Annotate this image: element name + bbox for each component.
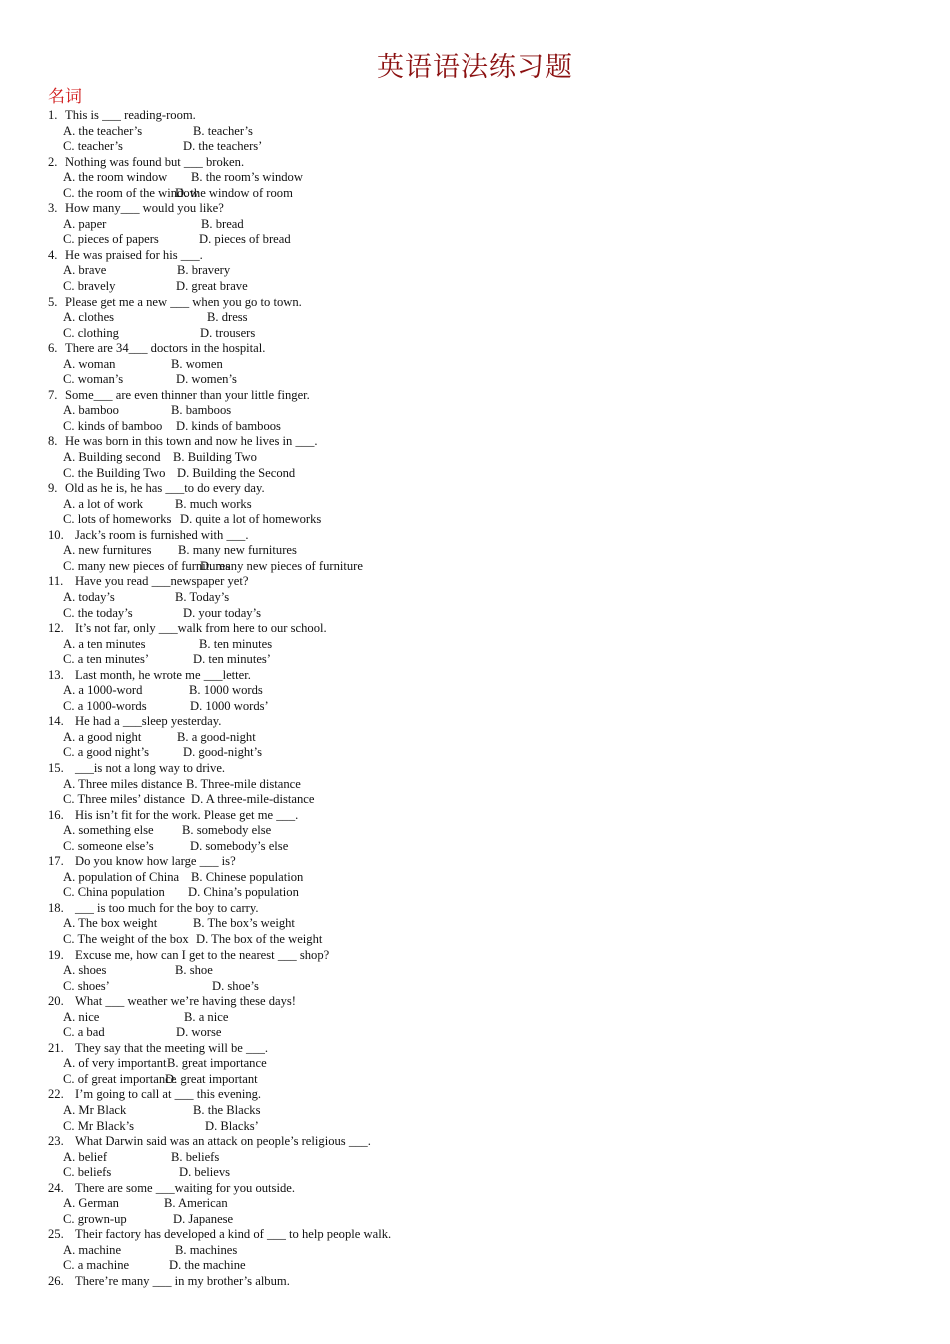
question-stem: [48, 1134, 928, 1150]
option-row: [48, 1072, 928, 1088]
option-b: B. much works: [175, 496, 252, 511]
option-a: A. the teacher’s: [63, 123, 143, 138]
option-row: [48, 403, 928, 419]
option-b: B. ten minutes: [199, 636, 273, 651]
option-b: B. a good-night: [177, 729, 256, 744]
option-a: A. new furnitures: [63, 543, 152, 558]
question-stem: [48, 1227, 928, 1243]
question-stem: [48, 901, 928, 917]
option-c: C. someone else’s: [63, 838, 154, 853]
question-stem: [48, 1274, 928, 1290]
question-list: [48, 108, 928, 1290]
option-row: [48, 543, 928, 559]
option-d: D. somebody’s else: [190, 838, 289, 853]
option-d: D. The box of the weight: [196, 931, 323, 946]
question-item: [48, 668, 928, 715]
option-d: D. Blacks’: [205, 1118, 259, 1133]
option-b: B. dress: [207, 310, 248, 325]
question-text: It’s not far, only ___walk from here to our school.: [75, 621, 327, 636]
question-item: [48, 434, 928, 481]
question-item: [48, 481, 928, 528]
question-text: Please get me a new ___ when you go to town.: [65, 294, 302, 309]
question-item: [48, 1087, 928, 1134]
option-a: A. bamboo: [63, 403, 119, 418]
option-a: A. shoes: [63, 963, 107, 978]
question-item: [48, 621, 928, 668]
question-item: [48, 341, 928, 388]
option-row: [48, 606, 928, 622]
question-stem: [48, 1087, 928, 1103]
question-number: 14.: [48, 714, 64, 729]
option-b: B. the Blacks: [193, 1103, 261, 1117]
option-row: [48, 1258, 928, 1274]
option-row: [48, 326, 928, 342]
question-text: This is ___ reading-room.: [65, 108, 196, 122]
question-stem: [48, 434, 928, 450]
option-row: [48, 419, 928, 435]
option-b: B. machines: [175, 1242, 238, 1257]
option-b: B. Three-mile distance: [186, 776, 301, 791]
question-number: 21.: [48, 1040, 64, 1055]
question-number: 16.: [48, 807, 64, 822]
question-stem: [48, 994, 928, 1010]
option-d: D. women’s: [176, 372, 237, 387]
option-d: D. Building the Second: [177, 465, 296, 480]
option-a: A. population of China: [63, 869, 180, 884]
option-row: [48, 885, 928, 901]
question-stem: [48, 108, 928, 124]
option-row: [48, 916, 928, 932]
question-item: [48, 201, 928, 248]
option-c: C. The weight of the box: [63, 931, 189, 946]
question-text: Some___ are even thinner than your little finger.: [65, 387, 310, 402]
option-row: [48, 1243, 928, 1259]
option-a: A. a good night: [63, 729, 142, 744]
option-c: C. grown-up: [63, 1211, 127, 1226]
option-a: A. German: [63, 1196, 119, 1211]
option-c: C. teacher’s: [63, 139, 123, 154]
option-row: [48, 170, 928, 186]
question-stem: [48, 714, 928, 730]
option-row: [48, 450, 928, 466]
option-a: A. a ten minutes: [63, 636, 146, 651]
option-b: B. Building Two: [173, 450, 257, 465]
option-row: [48, 963, 928, 979]
option-row: [48, 839, 928, 855]
option-c: C. a machine: [63, 1258, 130, 1273]
question-number: 12.: [48, 621, 64, 636]
question-item: [48, 1041, 928, 1088]
option-row: [48, 652, 928, 668]
question-number: 5.: [48, 294, 58, 309]
option-b: B. bamboos: [171, 403, 232, 418]
option-row: [48, 124, 928, 140]
section-heading: 名词: [48, 87, 82, 107]
question-text: Have you read ___newspaper yet?: [75, 574, 249, 589]
option-d: D. great important: [165, 1071, 258, 1086]
question-stem: [48, 155, 928, 171]
option-d: D. shoe’s: [212, 978, 259, 993]
option-d: D. the teachers’: [183, 139, 263, 154]
option-d: D. worse: [176, 1025, 222, 1040]
question-item: [48, 1181, 928, 1228]
option-d: D. pieces of bread: [199, 232, 291, 247]
question-stem: [48, 1181, 928, 1197]
option-b: B. beliefs: [171, 1149, 220, 1164]
question-number: 15.: [48, 760, 64, 775]
option-d: D. kinds of bamboos: [176, 418, 281, 433]
option-row: [48, 139, 928, 155]
option-c: C. woman’s: [63, 372, 124, 387]
option-b: B. somebody else: [182, 823, 272, 838]
question-item: [48, 155, 928, 202]
option-b: B. Chinese population: [191, 869, 304, 884]
question-text: His isn’t fit for the work. Please get me ___.: [75, 807, 299, 822]
option-d: D. China’s population: [188, 885, 299, 900]
question-item: [48, 761, 928, 808]
option-d: D. your today’s: [183, 605, 262, 620]
question-text: Old as he is, he has ___to do every day.: [65, 481, 265, 496]
option-d: D. A three-mile-distance: [191, 792, 315, 807]
option-row: [48, 1212, 928, 1228]
question-stem: [48, 248, 928, 264]
option-c: C. beliefs: [63, 1165, 112, 1180]
question-number: 7.: [48, 387, 58, 402]
question-item: [48, 574, 928, 621]
option-row: [48, 699, 928, 715]
question-item: [48, 808, 928, 855]
option-c: C. Three miles’ distance: [63, 792, 185, 807]
option-a: A. of very important: [63, 1056, 167, 1071]
option-d: D. trousers: [200, 325, 256, 340]
question-number: 9.: [48, 481, 58, 496]
question-text: I’m going to call at ___ this evening.: [75, 1087, 262, 1102]
option-b: B. bravery: [177, 263, 231, 278]
option-c: C. the today’s: [63, 605, 133, 620]
question-text: ___ is too much for the boy to carry.: [75, 900, 259, 915]
option-row: [48, 186, 928, 202]
question-stem: [48, 761, 928, 777]
question-item: [48, 295, 928, 342]
option-c: C. kinds of bamboo: [63, 418, 163, 433]
question-text: He was born in this town and now he lives in ___.: [65, 434, 318, 449]
option-row: [48, 745, 928, 761]
option-c: C. many new pieces of furnitures: [63, 558, 231, 573]
option-a: A. clothes: [63, 310, 115, 325]
question-number: 11.: [48, 574, 64, 589]
option-b: B. Today’s: [175, 589, 230, 604]
option-b: B. great importance: [167, 1056, 267, 1071]
question-number: 6.: [48, 341, 58, 356]
option-a: A. today’s: [63, 589, 115, 604]
option-row: [48, 1119, 928, 1135]
question-text: He was praised for his ___.: [65, 247, 203, 262]
question-item: [48, 948, 928, 995]
question-number: 17.: [48, 854, 64, 869]
option-row: [48, 1103, 928, 1119]
option-row: [48, 232, 928, 248]
question-stem: [48, 1041, 928, 1057]
option-row: [48, 792, 928, 808]
option-b: B. 1000 words: [189, 683, 263, 698]
option-c: C. lots of homeworks: [63, 512, 172, 527]
option-a: A. the room window: [63, 170, 168, 185]
option-c: C. a ten minutes’: [63, 652, 150, 667]
question-stem: [48, 574, 928, 590]
option-row: [48, 466, 928, 482]
option-b: B. American: [164, 1196, 228, 1211]
option-row: [48, 310, 928, 326]
option-row: [48, 1010, 928, 1026]
option-b: B. shoe: [175, 963, 213, 978]
option-a: A. woman: [63, 356, 116, 371]
question-stem: [48, 341, 928, 357]
question-number: 13.: [48, 667, 64, 682]
question-item: [48, 714, 928, 761]
question-number: 3.: [48, 201, 58, 216]
option-row: [48, 1056, 928, 1072]
option-a: A. nice: [63, 1009, 100, 1024]
question-number: 10.: [48, 527, 64, 542]
question-number: 26.: [48, 1274, 64, 1289]
option-a: A. belief: [63, 1149, 108, 1164]
option-d: D. great brave: [176, 279, 248, 294]
option-d: D. believs: [179, 1165, 231, 1180]
question-number: 24.: [48, 1180, 64, 1195]
option-row: [48, 372, 928, 388]
question-stem: [48, 201, 928, 217]
question-text: He had a ___sleep yesterday.: [75, 714, 222, 729]
option-c: C. a bad: [63, 1025, 105, 1040]
option-row: [48, 730, 928, 746]
question-number: 8.: [48, 434, 58, 449]
option-row: [48, 497, 928, 513]
option-row: [48, 932, 928, 948]
question-text: Excuse me, how can I get to the nearest ___ shop?: [75, 947, 330, 962]
option-c: C. bravely: [63, 279, 116, 294]
option-d: D. the machine: [169, 1258, 246, 1273]
option-a: A. paper: [63, 216, 107, 231]
question-number: 25.: [48, 1227, 64, 1242]
option-row: [48, 357, 928, 373]
option-c: C. the room of the window: [63, 185, 199, 200]
question-number: 1.: [48, 108, 58, 122]
question-text: They say that the meeting will be ___.: [75, 1040, 269, 1055]
option-c: C. a good night’s: [63, 745, 150, 760]
option-a: A. a lot of work: [63, 496, 144, 511]
question-item: [48, 388, 928, 435]
option-c: C. of great importance: [63, 1071, 177, 1086]
question-item: [48, 108, 928, 155]
option-a: A. Mr Black: [63, 1103, 127, 1117]
question-text: How many___ would you like?: [65, 201, 224, 216]
option-d: D. 1000 words’: [190, 698, 269, 713]
option-a: A. The box weight: [63, 916, 158, 931]
option-c: C. shoes’: [63, 978, 110, 993]
option-row: [48, 1196, 928, 1212]
option-a: A. something else: [63, 823, 154, 838]
option-d: D. quite a lot of homeworks: [180, 512, 322, 527]
question-text: Last month, he wrote me ___letter.: [75, 667, 251, 682]
question-stem: [48, 528, 928, 544]
option-d: D. the window of room: [175, 185, 293, 200]
question-stem: [48, 668, 928, 684]
question-item: [48, 248, 928, 295]
question-text: Do you know how large ___ is?: [75, 854, 236, 869]
option-a: A. Building second: [63, 450, 161, 465]
option-row: [48, 1150, 928, 1166]
question-number: 18.: [48, 900, 64, 915]
option-row: [48, 279, 928, 295]
question-stem: [48, 295, 928, 311]
question-number: 22.: [48, 1087, 64, 1102]
question-text: There are some ___waiting for you outside.: [75, 1180, 295, 1195]
option-row: [48, 979, 928, 995]
option-d: D. good-night’s: [183, 745, 263, 760]
option-d: D. ten minutes’: [193, 652, 271, 667]
option-row: [48, 823, 928, 839]
question-item: [48, 1274, 928, 1290]
question-stem: [48, 621, 928, 637]
question-stem: [48, 481, 928, 497]
question-text: There’re many ___ in my brother’s album.: [75, 1274, 290, 1289]
option-c: C. clothing: [63, 325, 119, 340]
page-title: 英语语法练习题: [377, 52, 573, 83]
option-d: D. many new pieces of furniture: [200, 558, 363, 573]
option-row: [48, 559, 928, 575]
option-b: B. many new furnitures: [178, 543, 297, 558]
question-stem: [48, 808, 928, 824]
question-item: [48, 901, 928, 948]
option-a: A. a 1000-word: [63, 683, 143, 698]
option-b: B. teacher’s: [193, 123, 253, 138]
option-row: [48, 870, 928, 886]
question-stem: [48, 388, 928, 404]
option-c: C. a 1000-words: [63, 698, 147, 713]
question-text: There are 34___ doctors in the hospital.: [65, 341, 266, 356]
question-number: 20.: [48, 994, 64, 1009]
question-stem: [48, 948, 928, 964]
option-a: A. brave: [63, 263, 107, 278]
option-c: C. pieces of papers: [63, 232, 159, 247]
option-row: [48, 512, 928, 528]
option-d: D. Japanese: [173, 1211, 234, 1226]
option-c: C. Mr Black’s: [63, 1118, 135, 1133]
question-text: Jack’s room is furnished with ___.: [75, 527, 249, 542]
option-c: C. the Building Two: [63, 465, 166, 480]
question-item: [48, 854, 928, 901]
question-text: ___is not a long way to drive.: [75, 760, 226, 775]
question-text: What Darwin said was an attack on people’s religious ___.: [75, 1134, 371, 1149]
option-b: B. women: [171, 356, 223, 371]
option-a: A. machine: [63, 1242, 122, 1257]
question-text: Nothing was found but ___ broken.: [65, 154, 245, 169]
option-row: [48, 1165, 928, 1181]
question-number: 19.: [48, 947, 64, 962]
option-row: [48, 777, 928, 793]
question-number: 4.: [48, 247, 58, 262]
option-b: B. the room’s window: [191, 170, 303, 185]
option-row: [48, 637, 928, 653]
option-b: B. bread: [201, 216, 244, 231]
option-row: [48, 1025, 928, 1041]
question-text: Their factory has developed a kind of ___ to help people walk.: [75, 1227, 392, 1242]
question-number: 2.: [48, 154, 58, 169]
option-b: B. a nice: [184, 1009, 229, 1024]
option-a: A. Three miles distance: [63, 776, 183, 791]
option-row: [48, 217, 928, 233]
question-item: [48, 994, 928, 1041]
option-row: [48, 683, 928, 699]
question-item: [48, 1227, 928, 1274]
question-number: 23.: [48, 1134, 64, 1149]
question-item: [48, 528, 928, 575]
question-item: [48, 1134, 928, 1181]
option-row: [48, 263, 928, 279]
question-text: What ___ weather we’re having these days!: [75, 994, 296, 1009]
question-stem: [48, 854, 928, 870]
option-c: C. China population: [63, 885, 165, 900]
option-row: [48, 590, 928, 606]
option-b: B. The box’s weight: [193, 916, 295, 931]
